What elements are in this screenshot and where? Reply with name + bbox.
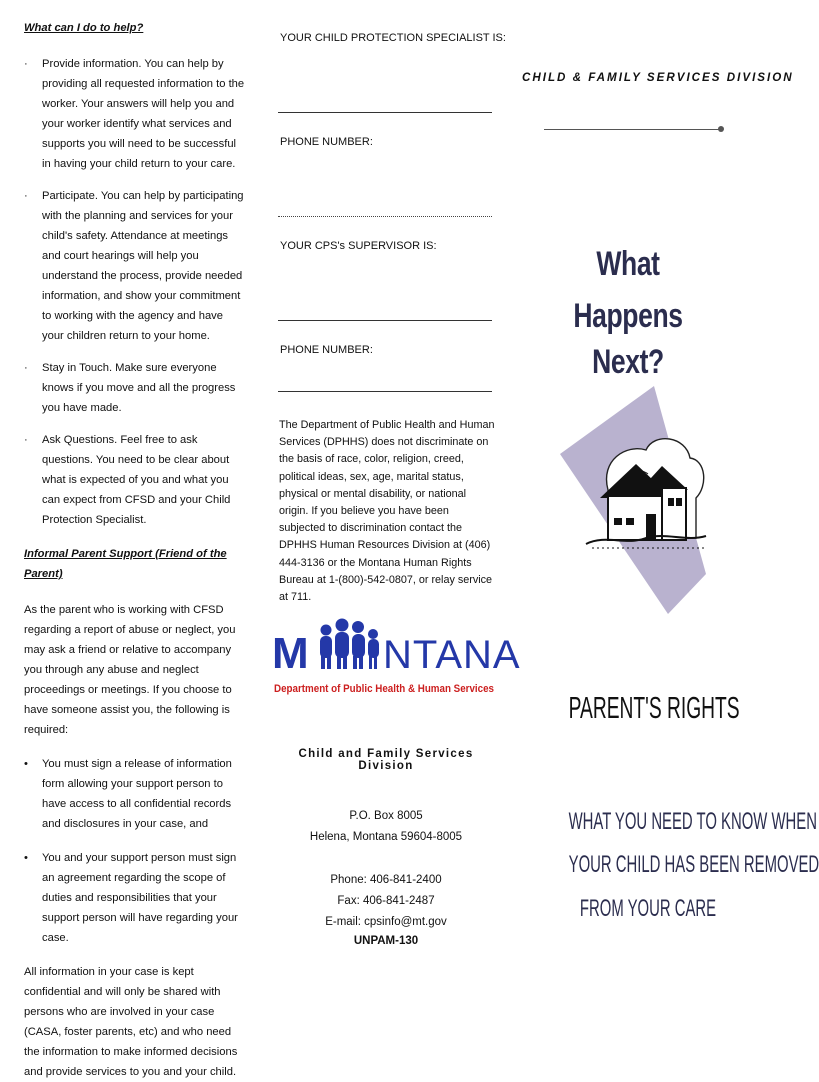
division-banner: CHILD & FAMILY SERVICES DIVISION (522, 71, 794, 84)
phone-line-2 (278, 391, 492, 392)
subtitle-line-3: FROM YOUR CARE (579, 895, 717, 922)
tip-item (24, 358, 246, 418)
support-heading: Informal Parent Support (Friend of the Parent) (24, 548, 227, 580)
specialist-label: YOUR CHILD PROTECTION SPECIALIST IS: (280, 32, 506, 44)
logo-dept-text: Department of Public Health & Human Services (274, 683, 494, 695)
help-heading: What can I do to help? (24, 22, 144, 34)
tip-text: Stay in Touch. Make sure everyone knows if you move and all the progress you have made. (42, 362, 236, 414)
tip-item (24, 54, 246, 174)
people-figures-icon (320, 619, 379, 670)
supervisor-line (278, 320, 492, 321)
bullet-dot: • (24, 852, 28, 864)
email-address: E-mail: cpsinfo@mt.gov (325, 916, 447, 928)
banner-rule (544, 129, 720, 130)
parents-rights-heading: PARENT'S RIGHTS (568, 690, 740, 725)
requirement-text: You must sign a release of information form allowing your support person to have access to all confidential records and disclosures in your case, and (42, 758, 232, 830)
supervisor-label: YOUR CPS's SUPERVISOR IS: (280, 240, 437, 252)
main-title (520, 238, 736, 382)
subtitle-line-2: YOUR CHILD HAS BEEN REMOVED (568, 851, 819, 878)
montana-logo-graphic (270, 612, 521, 702)
phone-number: Phone: 406-841-2400 (330, 874, 442, 886)
spacer (270, 848, 502, 870)
tip-item (24, 430, 246, 530)
bullet-dot: · (24, 362, 28, 374)
fax-number: Fax: 406-841-2487 (337, 895, 435, 907)
tip-text: Participate. You can help by participating with the planning and services for your child's safety. Attendance at meetings and court hearings will help you understand the process, provide needed information, and show your commitment to working with the agency and have your children return to your home. (42, 190, 244, 342)
subtitle-line-1: WHAT YOU NEED TO KNOW WHEN (568, 808, 817, 835)
phone-label-1: PHONE NUMBER: (280, 136, 373, 148)
left-column (24, 18, 246, 1082)
bullet-dot: · (24, 434, 28, 446)
support-intro: As the parent who is working with CFSD regarding a report of abuse or neglect, you may ask a friend or relative to accompany you through any abuse and neglect proceedings or meetings. If you choose to have someone assist you, the following is required: (24, 604, 236, 736)
nondiscrimination-text: The Department of Public Health and Human Services (DPHHS) does not discriminate on the basis of race, color, religion, creed, political ideas, sex, age, marital status, physical or mental disability, or national origin. If you believe you have been subjected to discrimination contact the DPHHS Human Resources Division at (406) 444-3136 or the Montana Human Rights Bureau at 1-(800)-542-0807, or relay service at 711. (279, 419, 495, 604)
division-name: Child and Family Services Division (298, 748, 474, 772)
requirement-item (24, 848, 246, 948)
tip-text: Ask Questions. Feel free to ask questions. You need to be clear about what is expected of you and what you can expect from CFSD and your Child Protection Specialist. (42, 434, 231, 526)
contact-block (270, 806, 502, 949)
tip-text: Provide information. You can help by providing all requested information to the worker. Your answers will help you and your worker identify what services and supports you will need to be successful in having your child return to your care. (42, 58, 245, 170)
phone-line-1 (278, 216, 492, 217)
requirement-item (24, 754, 246, 834)
house-icon (556, 378, 716, 628)
montana-logo (270, 612, 521, 702)
house-illustration (556, 378, 716, 628)
subtitle-block (520, 800, 819, 931)
bullet-dot: · (24, 190, 28, 202)
form-code: UNPAM-130 (353, 935, 419, 947)
svg-text:M: M (272, 629, 308, 678)
requirement-text: You and your support person must sign an agreement regarding the scope of duties and responsibilities that your support person will have regarding your case. (42, 852, 238, 944)
title-line-1: What Happens (573, 245, 683, 335)
bullet-dot: • (24, 758, 28, 770)
po-box: P.O. Box 8005 (349, 810, 423, 822)
banner-rule-dot (718, 126, 724, 132)
bullet-dot: · (24, 58, 28, 70)
phone-label-2: PHONE NUMBER: (280, 344, 373, 356)
tip-item (24, 186, 246, 346)
city-address: Helena, Montana 59604-8005 (309, 831, 463, 843)
specialist-line (278, 112, 492, 113)
svg-text:NTANA: NTANA (383, 633, 521, 677)
title-line-2: Next? (592, 343, 664, 381)
confidential-note: All information in your case is kept confidential and will only be shared with persons who are involved in your case (CASA, foster parents, etc) and who need the information to make informed decisions and provide services to you and your child. (24, 966, 238, 1078)
